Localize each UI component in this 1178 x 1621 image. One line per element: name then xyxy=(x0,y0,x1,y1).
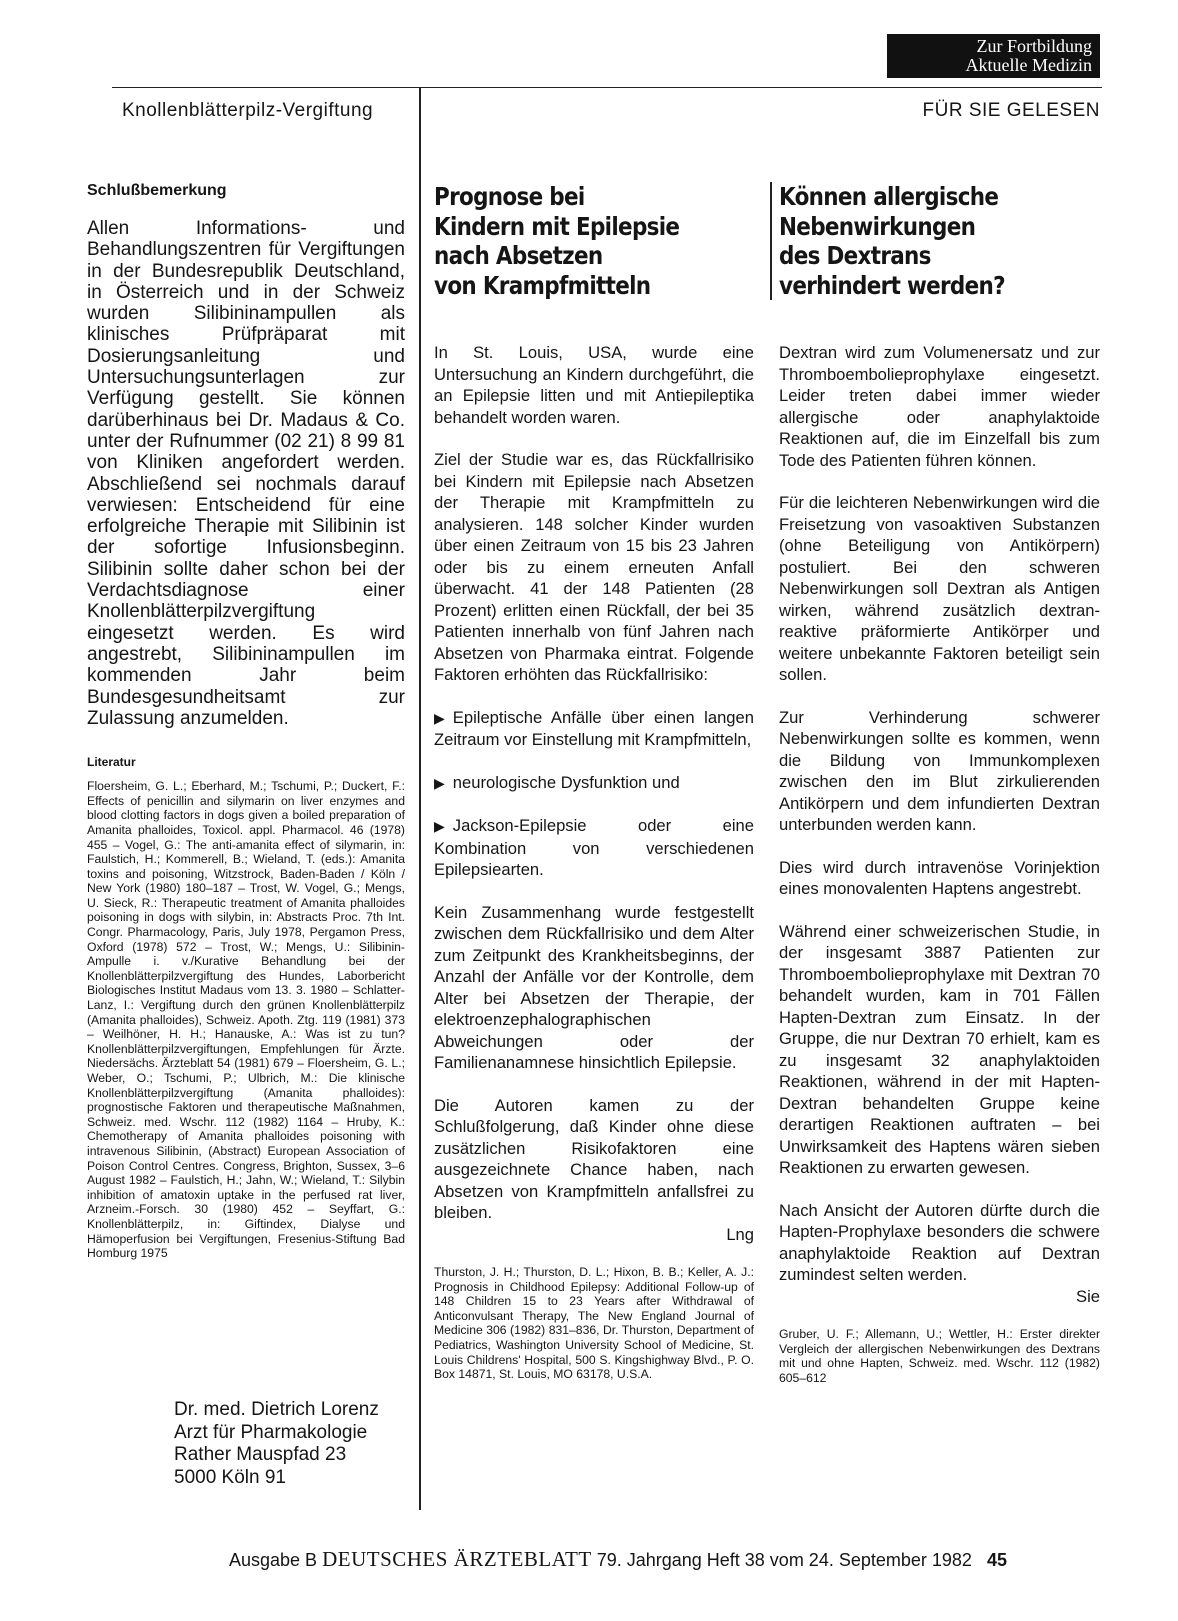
headline-dextran xyxy=(779,182,1097,300)
risk-factor-text: Epileptische Anfälle über einen langen Zeitraum vor Einstellung mit Krampfmitteln, xyxy=(434,707,754,749)
dextran-paragraph-6: Nach Ansicht der Autoren dürfte durch die Hapten-Prophylaxe besonders die schwere anaphylaktoide Reaktion auf Dextran zumindest selten werden. xyxy=(779,1200,1100,1284)
risk-factor-text: neurologische Dysfunktion und xyxy=(452,772,680,792)
headline-line: von Krampfmitteln xyxy=(434,270,651,300)
headline-line: verhindert werden? xyxy=(779,270,1005,300)
epilepsy-signoff xyxy=(434,1224,754,1246)
badge-line-2: Aktuelle Medizin xyxy=(965,55,1092,75)
subhead-conclusion: Schlußbemerkung xyxy=(87,182,227,199)
risk-factor-item xyxy=(434,815,754,881)
dextran-paragraph-1: Dextran wird zum Volumenersatz und zur Thromboembolieprophylaxe eingesetzt. Leider treten dabei immer wieder allergische oder anaphylaktoide Reaktionen auf, die im Einzelfall bis zum Tode des Patienten führen können. xyxy=(779,343,1100,470)
page-number: 45 xyxy=(986,1550,1007,1570)
footer-issue: 79. Jahrgang Heft 38 vom 24. September 1982 xyxy=(596,1550,972,1570)
page-footer xyxy=(229,1547,1007,1572)
headline-line: nach Absetzen xyxy=(434,241,603,270)
risk-factor-item xyxy=(434,772,754,795)
author-city: 5000 Köln 91 xyxy=(174,1466,286,1488)
headline-epilepsy xyxy=(434,182,752,300)
dextran-paragraph-3: Zur Verhinderung schwerer Nebenwirkungen sollte es kommen, wenn die Bildung von Immunkomplexen zwischen den im Blut zirkulierenden Antikörpern und dem infundierten Dextran unterbunden werden kann. xyxy=(779,707,1100,834)
author-title: Arzt für Pharmakologie xyxy=(174,1421,368,1443)
signoff-initials: Lng xyxy=(726,1224,754,1244)
footer-edition: Ausgabe B xyxy=(229,1550,318,1570)
author-name: Dr. med. Dietrich Lorenz xyxy=(174,1399,379,1420)
risk-factor-item xyxy=(434,707,754,751)
author-address xyxy=(174,1399,379,1489)
literature-list: Floersheim, G. L.; Eberhard, M.; Tschumi, P.; Duckert, F.: Effects of penicillin and silymarin on liver enzymes and blood clotting factors in dogs given a boiled preparation of Amanita phalloides, Toxicol. appl. Pharmacol. 46 (1978) 455 – Vogel, G.: The anti-amanita effect of silymarin, in: Faulstich, H.; Kommerell, B.; Wieland, T. (eds.): Amanita toxins and poisoning, Witzstrock, Baden-Baden / Köln / New York (1980) 180–187 – Trost, W. Vogel, G.; Mengs, U. Sieck, R.: Therapeutic treatment of Amanita phalloides poisoning in dogs with silybin, in: Abstracts Proc. 7th Int. Congr. Pharmacology, Paris, July 1978, Pergamon Press, Oxford (1978) 572 – Trost, W.; Mengs, U.: Silibinin-Ampulle i. v./Kurative Behandlung bei der Knollenblätterpilzvergiftung des Hundes, Laborbericht Biologisches Institut Madaus vom 13. 3. 1980 – Schlatter-Lanz, I.: Vergiftung durch den grünen Knollenblätterpilz (Amanita phalloides), Schweiz. Apoth. Ztg. 119 (1981) 373 – Weilhöner, H. H.; Hanauske, A.: Was ist zu tun? Knollenblätterpilzvergiftungen, Empfehlungen für Ärzte. Niedersächs. Ärzteblatt 54 (1981) 679 – Floersheim, G. L.; Weber, O.; Tschumi, P.; Ulbrich, M.: Die klinische Knollenblätterpilzvergiftung (Amanita phalloides): prognostische Faktoren und therapeutische Maßnahmen, Schweiz. med. Wschr. 112 (1982) 1164 – Hruby, K.: Chemotherapy of Amanita phalloides poisoning with intravenous Silibinin, (Abstract) European Association of Poison Control Centres. Congress, Brighton, Sussex, 3–6 August 1982 – Faulstich, H.; Jahn, W.; Wieland, T.: Silybin inhibition of amatoxin uptake in the perfused rat liver, Arzneim.-Forsch. 30 (1980) 452 – Seyffart, G.: Knollenblätterpilz, in: Giftindex, Dialyse und Hämoperfusion bei Vergiftungen, Fresenius-Stiftung Bad Homburg 1975 xyxy=(87,779,405,1261)
bullet-triangle-icon: ▶ xyxy=(434,774,445,791)
dextran-reference: Gruber, U. F.; Allemann, U.; Wettler, H.: Erster direkter Vergleich der allergischen Nebenwirkungen des Dextrans mit und ohne Hapten, Schweiz. med. Wschr. 112 (1982) 605–612 xyxy=(779,1327,1100,1385)
bullet-triangle-icon: ▶ xyxy=(434,818,445,834)
dextran-paragraph-4: Dies wird durch intravenöse Vorinjektion eines monovalenten Haptens angestrebt. xyxy=(779,857,1100,898)
running-head-section: FÜR SIE GELESEN xyxy=(922,100,1100,121)
epilepsy-paragraph-4: Die Autoren kamen zu der Schlußfolgerung, daß Kinder ohne diese zusätzlichen Risikofaktoren eine ausgezeichnete Chance haben, nach Absetzen von Krampfmitteln anfallsfrei zu bleiben. xyxy=(434,1095,754,1222)
footer-journal: DEUTSCHES ÄRZTEBLATT xyxy=(322,1547,592,1571)
column-epilepsy-article xyxy=(434,182,754,1382)
top-rule xyxy=(112,87,1102,88)
epilepsy-reference: Thurston, J. H.; Thurston, D. L.; Hixon, B. B.; Keller, A. J.: Prognosis in Childhood Epilepsy: Additional Follow-up of 148 Children 15 to 23 Years after Withdrawal of Anticonvulsant Therapy, The New England Journal of Medicine 306 (1982) 831–836, Dr. Thurston, Department of Pediatrics, Washington University School of Medicine, St. Louis Childrens' Hospital, 500 S. Kingshighway Blvd., P. O. Box 14871, St. Louis, MO 63178, U.S.A. xyxy=(434,1265,754,1382)
column-dextran-article xyxy=(779,182,1100,1385)
literature-heading: Literatur xyxy=(87,755,136,770)
dextran-signoff xyxy=(779,1286,1100,1308)
conclusion-body: Allen Informations- und Behandlungszentren für Vergiftungen in der Bundesrepublik Deutschland, in Österreich und in der Schweiz wurden Silibininampullen als klinisches Prüfpräparat mit Dosierungsanleitung und Untersuchungsunterlagen zur Verfügung gestellt. Sie können darüberhinaus bei Dr. Madaus & Co. unter der Rufnummer (02 21) 8 99 81 von Kliniken angefordert werden. Abschließend sei nochmals darauf verwiesen: Entscheidend für eine erfolgreiche Therapie mit Silibinin ist der sofortige Infusionsbeginn. Silibinin sollte daher schon bei der Verdachtsdiagnose einer Knollenblätterpilzvergiftung eingesetzt werden. Es wird angestrebt, Silibininampullen im kommenden Jahr beim Bundesgesundheitsamt zur Zulassung anzumelden. xyxy=(87,218,405,729)
headline-line: Können allergische xyxy=(779,182,999,211)
bullet-triangle-icon: ▶ xyxy=(434,709,445,726)
epilepsy-paragraph-2: Ziel der Studie war es, das Rückfallrisiko bei Kindern mit Epilepsie nach Absetzen der Therapie mit Krampfmitteln zu analysieren. 148 solcher Kinder wurden über einen Zeitraum von 15 bis 23 Jahren oder bis zu einem erneuten Anfall überwacht. 41 der 148 Patienten (28 Prozent) erlitten einen Rückfall, der bei 35 Patienten innerhalb von fünf Jahren nach Absetzen von Pharmaka eintrat. Folgende Faktoren erhöhten das Rückfallrisiko: xyxy=(434,450,754,684)
running-head-topic: Knollenblätterpilz-Vergiftung xyxy=(122,100,374,121)
headline-line: Prognose bei xyxy=(434,182,585,211)
dextran-paragraph-5: Während einer schweizerischen Studie, in der insgesamt 3887 Patienten zur Thromboembolieprophylaxe mit Dextran 70 behandelt wurden, kam in 701 Fällen Hapten-Dextran zum Einsatz. In der Gruppe, die nur Dextran 70 erhielt, kam es zu insgesamt 32 anaphylaktoiden Reaktionen, während in der mit Hapten-Dextran behandelten Gruppe keine derartigen Reaktionen auftraten – bei Unwirksamkeit des Haptens wären sieben Reaktionen zu erwarten gewesen. xyxy=(779,921,1100,1177)
signoff-initials: Sie xyxy=(1076,1286,1100,1306)
headline-bar xyxy=(770,182,772,300)
column-divider xyxy=(419,87,421,1510)
headline-line: Nebenwirkungen xyxy=(779,211,976,241)
epilepsy-paragraph-3: Kein Zusammenhang wurde festgestellt zwischen dem Rückfallrisiko und dem Alter zum Zeitpunkt des Krankheitsbeginns, der Anzahl der Anfälle vor der Kontrolle, dem Alter bei Absetzen der Therapie, der elektroenzephalographischen Abweichungen oder der Familienanamnese hinsichtlich Epilepsie. xyxy=(434,902,754,1072)
headline-line: Kindern mit Epilepsie xyxy=(434,211,680,241)
author-street: Rather Mauspfad 23 xyxy=(174,1444,347,1465)
dextran-paragraph-2: Für die leichteren Nebenwirkungen wird die Freisetzung von vasoaktiven Substanzen (ohne Beteiligung von Antikörpern) postuliert. Bei den schweren Nebenwirkungen soll Dextran als Antigen wirken, während zusätzlich dextran-reaktive präformierte Antikörper und weitere unbekannte Faktoren beteiligt sein sollen. xyxy=(779,493,1100,684)
badge-line-1: Zur Fortbildung xyxy=(976,36,1092,56)
risk-factor-text: Jackson-Epilepsie oder eine Kombination von verschiedenen Epilepsiearten. xyxy=(434,816,754,879)
headline-line: des Dextrans xyxy=(779,241,931,270)
section-badge xyxy=(887,34,1100,78)
column-conclusion xyxy=(87,182,405,1261)
epilepsy-paragraph-1: In St. Louis, USA, wurde eine Untersuchung an Kindern durchgeführt, die an Epilepsie litten und mit Antiepileptika behandelt worden waren. xyxy=(434,343,754,427)
